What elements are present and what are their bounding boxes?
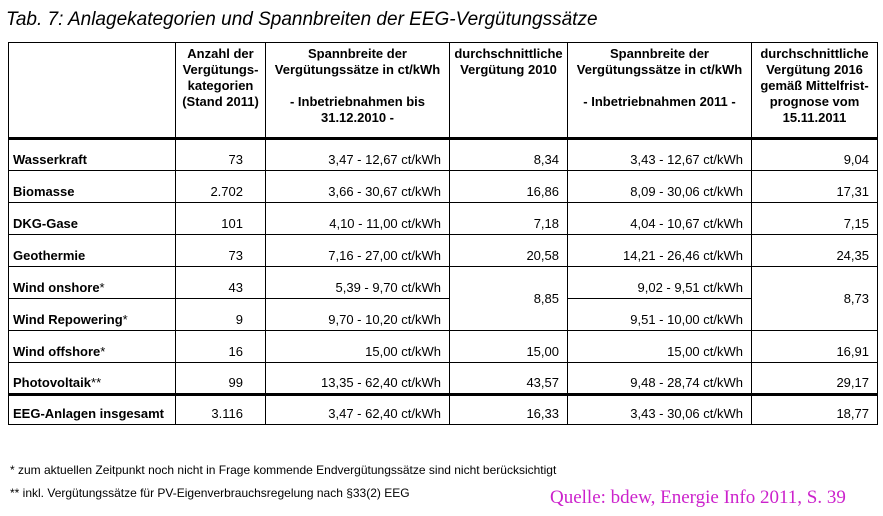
table-row: [9, 139, 878, 171]
cell-range-2011: 3,43 - 30,06 ct/kWh: [568, 395, 752, 425]
cell-range-2010: 13,35 - 62,40 ct/kWh: [266, 363, 450, 395]
cell-avg-2010: 16,33: [450, 395, 568, 425]
table-row: [9, 331, 878, 363]
row-label: Wind offshore*: [9, 331, 176, 363]
cell-avg-2016: 18,77: [752, 395, 878, 425]
cell-avg-2010: 43,57: [450, 363, 568, 395]
cell-range-2011: 14,21 - 26,46 ct/kWh: [568, 235, 752, 267]
source-citation: Quelle: bdew, Energie Info 2011, S. 39: [550, 487, 846, 508]
cell-range-2010: 3,47 - 62,40 ct/kWh: [266, 395, 450, 425]
cell-avg-2016-wind: 8,73: [752, 267, 878, 331]
cell-avg-2010-wind: 8,85: [450, 267, 568, 331]
row-label: EEG-Anlagen insgesamt: [9, 395, 176, 425]
cell-range-2010: 7,16 - 27,00 ct/kWh: [266, 235, 450, 267]
row-label: Biomasse: [9, 171, 176, 203]
table-row: [9, 363, 878, 395]
cell-count: 9: [176, 299, 266, 331]
cell-count: 3.116: [176, 395, 266, 425]
header-category: [9, 43, 176, 139]
cell-range-2010: 9,70 - 10,20 ct/kWh: [266, 299, 450, 331]
eeg-table: [8, 42, 878, 425]
cell-range-2010: 4,10 - 11,00 ct/kWh: [266, 203, 450, 235]
cell-range-2010: 3,47 - 12,67 ct/kWh: [266, 139, 450, 171]
cell-range-2011: 3,43 - 12,67 ct/kWh: [568, 139, 752, 171]
cell-avg-2016: 17,31: [752, 171, 878, 203]
cell-avg-2016: 16,91: [752, 331, 878, 363]
table-row: [9, 299, 878, 331]
row-label: Wind Repowering*: [9, 299, 176, 331]
cell-count: 16: [176, 331, 266, 363]
header-range-2011: Spannbreite der Vergütungssätze in ct/kWh - Inbetriebnahmen 2011 -: [568, 43, 752, 139]
cell-count: 73: [176, 235, 266, 267]
row-label: Photovoltaik**: [9, 363, 176, 395]
table-row: [9, 235, 878, 267]
table-title: Tab. 7: Anlagekategorien und Spannbreiten der EEG-Vergütungssätze: [6, 9, 598, 30]
footnote-double-asterisk: ** inkl. Vergütungssätze für PV-Eigenverbrauchsregelung nach §33(2) EEG: [10, 486, 410, 500]
cell-range-2011: 8,09 - 30,06 ct/kWh: [568, 171, 752, 203]
cell-range-2011: 9,02 - 9,51 ct/kWh: [568, 267, 752, 299]
table-row: [9, 171, 878, 203]
header-avg-2010: durchschnittliche Vergütung 2010: [450, 43, 568, 139]
cell-range-2011: 4,04 - 10,67 ct/kWh: [568, 203, 752, 235]
cell-count: 99: [176, 363, 266, 395]
cell-avg-2010: 7,18: [450, 203, 568, 235]
cell-count: 101: [176, 203, 266, 235]
cell-range-2011: 9,51 - 10,00 ct/kWh: [568, 299, 752, 331]
table-row: [9, 203, 878, 235]
cell-count: 73: [176, 139, 266, 171]
header-count: Anzahl der Vergütungs- kategorien (Stand 2011): [176, 43, 266, 139]
cell-avg-2016: 9,04: [752, 139, 878, 171]
total-row: [9, 395, 878, 425]
row-label: Geothermie: [9, 235, 176, 267]
header-row: [9, 43, 878, 139]
header-range-2010: Spannbreite der Vergütungssätze in ct/kWh - Inbetriebnahmen bis 31.12.2010 -: [266, 43, 450, 139]
cell-avg-2010: 16,86: [450, 171, 568, 203]
cell-avg-2010: 20,58: [450, 235, 568, 267]
cell-range-2010: 3,66 - 30,67 ct/kWh: [266, 171, 450, 203]
row-label: DKG-Gase: [9, 203, 176, 235]
cell-count: 43: [176, 267, 266, 299]
row-label: Wasserkraft: [9, 139, 176, 171]
row-label: Wind onshore*: [9, 267, 176, 299]
cell-range-2010: 5,39 - 9,70 ct/kWh: [266, 267, 450, 299]
cell-avg-2016: 7,15: [752, 203, 878, 235]
cell-count: 2.702: [176, 171, 266, 203]
footnote-single-asterisk: * zum aktuellen Zeitpunkt noch nicht in Frage kommende Endvergütungssätze sind nicht berücksichtigt: [10, 463, 557, 477]
cell-range-2011: 15,00 ct/kWh: [568, 331, 752, 363]
header-avg-2016: durchschnittliche Vergütung 2016 gemäß Mittelfrist- prognose vom 15.11.2011: [752, 43, 878, 139]
cell-range-2010: 15,00 ct/kWh: [266, 331, 450, 363]
table-row: [9, 267, 878, 299]
cell-avg-2016: 24,35: [752, 235, 878, 267]
cell-range-2011: 9,48 - 28,74 ct/kWh: [568, 363, 752, 395]
cell-avg-2010: 15,00: [450, 331, 568, 363]
cell-avg-2010: 8,34: [450, 139, 568, 171]
cell-avg-2016: 29,17: [752, 363, 878, 395]
